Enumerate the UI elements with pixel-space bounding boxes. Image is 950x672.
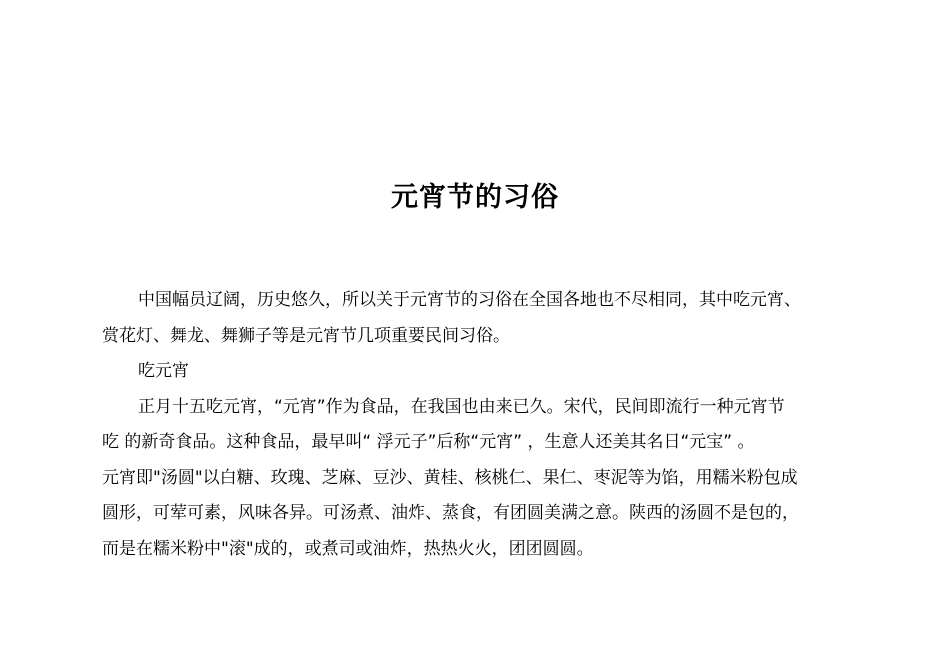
paragraph-yuanxiao xyxy=(102,390,862,568)
document-title: 元宵节的习俗 xyxy=(391,182,559,213)
paragraph-line: 吃 的新奇食品。这种食品，最早叫“ 浮元子”后称“元宵” ，生意人还美其名日“元宝” 。 xyxy=(102,432,755,452)
paragraph-line: 正月十五吃元宵，“元宵”作为食品，在我国也由来已久。宋代，民间即流行一种元宵节 xyxy=(138,396,785,417)
paragraph-line: 而是在糯米粉中"滚"成的，或煮司或油炸，热热火火，团团圆圆。 xyxy=(102,538,594,559)
document-body xyxy=(102,283,862,567)
section-heading-text: 吃元宵 xyxy=(138,361,189,381)
paragraph-intro xyxy=(102,283,862,354)
paragraph-line: 圆形，可荤可素，风味各异。可汤煮、油炸、蒸食，有团圆美满之意。陕西的汤圆不是包的， xyxy=(102,503,799,523)
section-heading xyxy=(102,354,862,390)
paragraph-line: 赏花灯、舞龙、舞狮子等是元宵节几项重要民间习俗。 xyxy=(102,325,510,346)
paragraph-line: 元宵即"汤圆"以白糖、玫瑰、芝麻、豆沙、黄桂、核桃仁、果仁、枣泥等为馅，用糯米粉包成 xyxy=(102,467,798,488)
paragraph-line: 中国幅员辽阔，历史悠久，所以关于元宵节的习俗在全国各地也不尽相同，其中吃元宵、 xyxy=(138,290,801,310)
